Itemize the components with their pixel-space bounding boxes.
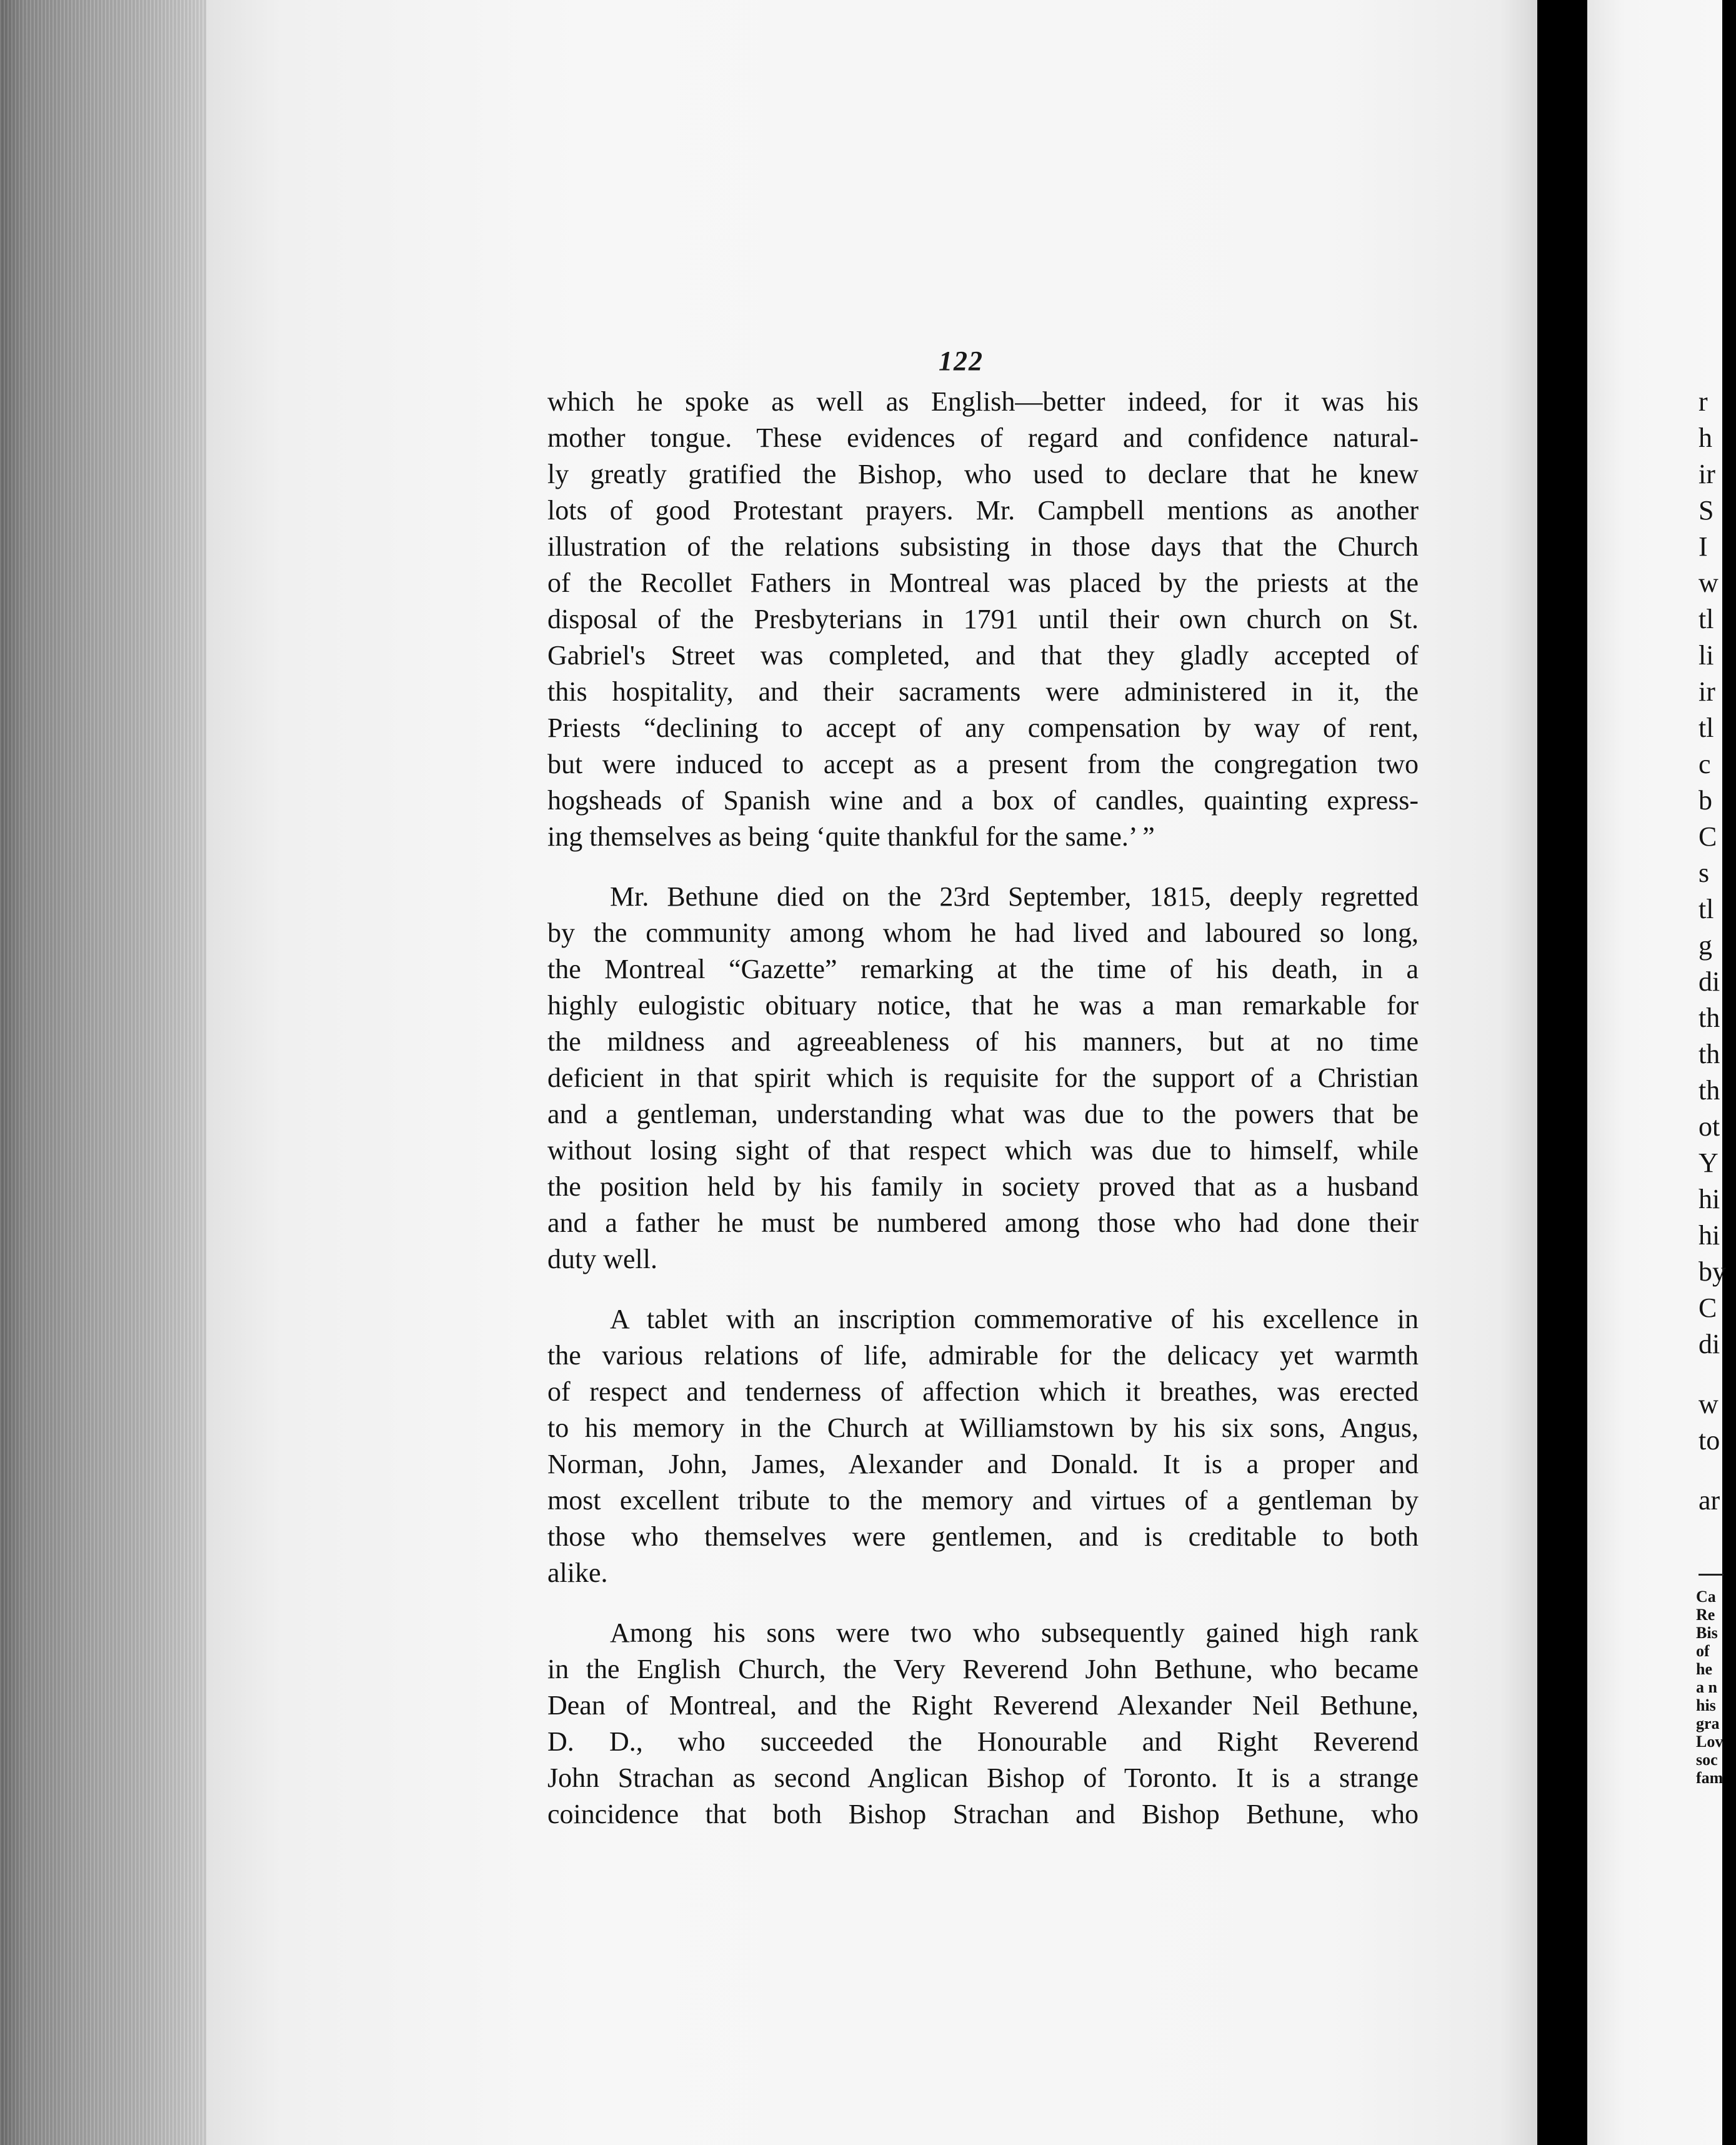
page-edge-texture (0, 0, 212, 2145)
right-text-fragment: di (1699, 1329, 1720, 1359)
text-line: without losing sight of that respect which was due to himself, while (547, 1135, 1419, 1166)
text-line: the Montreal “Gazette” remarking at the time of his death, in a (547, 954, 1419, 984)
footnote-fragment: his (1696, 1696, 1716, 1714)
text-line: Norman, John, James, Alexander and Donald. It is a proper and (547, 1449, 1419, 1479)
text-line: Gabriel's Street was completed, and that they gladly accepted of (547, 640, 1419, 671)
right-text-fragment: g (1699, 930, 1712, 961)
text-line: highly eulogistic obituary notice, that he was a man remarkable for (547, 990, 1419, 1021)
text-line: John Strachan as second Anglican Bishop of Toronto. It is a strange (547, 1762, 1419, 1793)
right-text-fragment: ar (1699, 1485, 1720, 1516)
text-line: those who themselves were gentlemen, and is creditable to both (547, 1521, 1419, 1552)
right-text-fragment: th (1699, 1002, 1720, 1033)
right-page-text-fragments (1699, 384, 1736, 1519)
page-number: 122 (939, 346, 984, 376)
right-text-fragment: w (1699, 568, 1719, 598)
right-text-fragment: ir (1699, 676, 1715, 707)
text-line: of respect and tenderness of affection which it breathes, was erected (547, 1376, 1419, 1407)
text-line: A tablet with an inscription commemorative of his excellence in (610, 1304, 1419, 1334)
footnote-fragment: a n (1696, 1678, 1717, 1696)
right-text-fragment: s (1699, 858, 1710, 888)
text-line: Among his sons were two who subsequently gained high rank (610, 1618, 1419, 1648)
text-line: the various relations of life, admirable for the delicacy yet warmth (547, 1340, 1419, 1371)
text-line: and a gentleman, understanding what was due to the powers that be (547, 1099, 1419, 1129)
footnote-fragment: gra (1696, 1714, 1720, 1732)
footnote-fragment: Lov (1696, 1732, 1724, 1751)
right-text-fragment: S (1699, 495, 1714, 526)
right-page-footnote-fragments (1696, 1588, 1734, 1787)
right-text-fragment: by (1699, 1256, 1726, 1287)
right-text-fragment: ot (1699, 1111, 1720, 1142)
body-text-column (547, 384, 1419, 1832)
right-text-fragment: C (1699, 1292, 1717, 1323)
right-text-fragment: th (1699, 1039, 1720, 1069)
text-line: of the Recollet Fathers in Montreal was placed by the priests at the (547, 568, 1419, 598)
text-line: D. D., who succeeded the Honourable and Right Reverend (547, 1726, 1419, 1757)
text-line: in the English Church, the Very Reverend John Bethune, who became (547, 1654, 1419, 1684)
text-line: coincidence that both Bishop Strachan and Bishop Bethune, who (547, 1799, 1419, 1829)
text-line: deficient in that spirit which is requisite for the support of a Christian (547, 1062, 1419, 1093)
footnote-fragment: Re (1696, 1606, 1715, 1624)
text-line: ly greatly gratified the Bishop, who used to declare that he knew (547, 459, 1419, 489)
right-text-fragment: th (1699, 1075, 1720, 1106)
right-text-fragment: Y (1699, 1148, 1719, 1178)
paragraph-gap (547, 1591, 1419, 1615)
text-line: lots of good Protestant prayers. Mr. Campbell mentions as another (547, 495, 1419, 526)
right-text-fragment: h (1699, 422, 1712, 453)
text-line: by the community among whom he had lived and laboured so long, (547, 918, 1419, 948)
text-line: the position held by his family in society proved that as a husband (547, 1171, 1419, 1202)
right-text-fragment: ir (1699, 459, 1715, 489)
right-text-fragment: r (1699, 386, 1708, 417)
right-text-fragment: w (1699, 1389, 1719, 1419)
right-text-fragment: hi (1699, 1220, 1720, 1251)
right-text-fragment: di (1699, 966, 1720, 997)
right-text-fragment: tl (1699, 894, 1714, 924)
right-text-fragment: tl (1699, 604, 1714, 634)
text-line: Priests “declining to accept of any compensation by way of rent, (547, 712, 1419, 743)
paragraph-gap (547, 855, 1419, 879)
text-line: alike. (547, 1558, 608, 1588)
text-line: most excellent tribute to the memory and virtues of a gentleman by (547, 1485, 1419, 1516)
right-text-fragment: I (1699, 531, 1708, 562)
right-text-fragment: c (1699, 749, 1711, 779)
right-text-fragment: hi (1699, 1184, 1720, 1214)
footnote-fragment: of (1696, 1642, 1710, 1660)
footnote-fragment: fam (1696, 1769, 1724, 1787)
text-line: disposal of the Presbyterians in 1791 until their own church on St. (547, 604, 1419, 634)
text-line: Dean of Montreal, and the Right Reverend Alexander Neil Bethune, (547, 1690, 1419, 1721)
text-line: the mildness and agreeableness of his manners, but at no time (547, 1026, 1419, 1057)
paragraph-gap (547, 1278, 1419, 1301)
footnote-fragment: soc (1696, 1751, 1718, 1769)
footnote-fragment: Bis (1696, 1624, 1718, 1642)
text-line: duty well. (547, 1244, 657, 1274)
text-line: ing themselves as being ‘quite thankful for the same.’ ” (547, 821, 1155, 852)
right-text-fragment: tl (1699, 712, 1714, 743)
book-gutter (1537, 0, 1587, 2145)
text-line: and a father he must be numbered among those who had done their (547, 1208, 1419, 1238)
right-text-fragment: b (1699, 785, 1712, 816)
right-text-fragment: to (1699, 1425, 1720, 1456)
right-text-fragment: C (1699, 821, 1717, 852)
text-line: mother tongue. These evidences of regard and confidence natural- (547, 422, 1419, 453)
footnote-rule (1699, 1574, 1724, 1576)
footnote-fragment: Ca (1696, 1588, 1716, 1606)
text-line: which he spoke as well as English—better indeed, for it was his (547, 386, 1419, 417)
right-text-fragment: li (1699, 640, 1714, 671)
text-line: this hospitality, and their sacraments were administered in it, the (547, 676, 1419, 707)
footnote-fragment: he (1696, 1660, 1712, 1678)
text-line: illustration of the relations subsisting in those days that the Church (547, 531, 1419, 562)
text-line: Mr. Bethune died on the 23rd September, 1815, deeply regretted (610, 881, 1419, 912)
text-line: but were induced to accept as a present from the congregation two (547, 749, 1419, 779)
text-line: to his memory in the Church at Williamstown by his six sons, Angus, (547, 1412, 1419, 1443)
text-line: hogsheads of Spanish wine and a box of candles, quainting express- (547, 785, 1419, 816)
